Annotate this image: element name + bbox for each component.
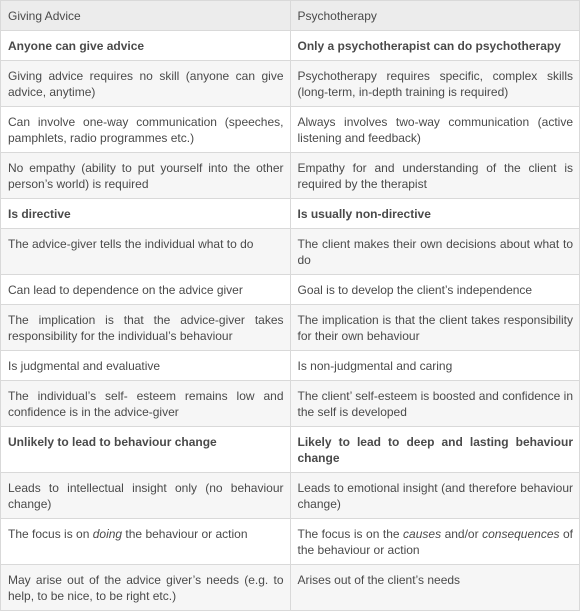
table-body	[1, 31, 580, 611]
table-row	[1, 305, 580, 351]
cell-psychotherapy: The client’ self-esteem is boosted and confidence in the self is developed	[290, 381, 580, 427]
cell-giving-advice: The individual’s self- esteem remains low and confidence is in the advice-giver	[1, 381, 291, 427]
cell-psychotherapy: Leads to emotional insight (and therefore behaviour change)	[290, 473, 580, 519]
cell-giving-advice: Is judgmental and evaluative	[1, 351, 291, 381]
table-row	[1, 427, 580, 473]
cell-psychotherapy: Psychotherapy requires specific, complex skills (long-term, in-depth training is required)	[290, 61, 580, 107]
table-row	[1, 31, 580, 61]
cell-giving-advice: Can lead to dependence on the advice giver	[1, 275, 291, 305]
table-row	[1, 351, 580, 381]
column-header-psychotherapy: Psychotherapy	[290, 1, 580, 31]
table-row	[1, 275, 580, 305]
cell-psychotherapy: The focus is on the causes and/or consequences of the behaviour or action	[290, 519, 580, 565]
cell-psychotherapy: The implication is that the client takes responsibility for their own behaviour	[290, 305, 580, 351]
table-header-row	[1, 1, 580, 31]
cell-giving-advice: Is directive	[1, 199, 291, 229]
cell-giving-advice: Can involve one-way communication (speeches, pamphlets, radio programmes etc.)	[1, 107, 291, 153]
cell-psychotherapy: Empathy for and understanding of the client is required by the therapist	[290, 153, 580, 199]
cell-psychotherapy: Goal is to develop the client’s independence	[290, 275, 580, 305]
table-row	[1, 107, 580, 153]
table-row	[1, 519, 580, 565]
cell-giving-advice: The focus is on doing the behaviour or action	[1, 519, 291, 565]
cell-psychotherapy: Always involves two-way communication (active listening and feedback)	[290, 107, 580, 153]
table-row	[1, 565, 580, 611]
table-row	[1, 153, 580, 199]
cell-giving-advice: Giving advice requires no skill (anyone can give advice, anytime)	[1, 61, 291, 107]
cell-giving-advice: The advice-giver tells the individual what to do	[1, 229, 291, 275]
cell-psychotherapy: Is usually non-directive	[290, 199, 580, 229]
table-row	[1, 229, 580, 275]
cell-giving-advice: The implication is that the advice-giver takes responsibility for the individual’s behaviour	[1, 305, 291, 351]
cell-giving-advice: Unlikely to lead to behaviour change	[1, 427, 291, 473]
table-row	[1, 199, 580, 229]
cell-psychotherapy: Is non-judgmental and caring	[290, 351, 580, 381]
cell-giving-advice: May arise out of the advice giver’s needs (e.g. to help, to be nice, to be right etc.)	[1, 565, 291, 611]
table-row	[1, 381, 580, 427]
table-row	[1, 61, 580, 107]
cell-psychotherapy: The client makes their own decisions about what to do	[290, 229, 580, 275]
cell-giving-advice: No empathy (ability to put yourself into the other person’s world) is required	[1, 153, 291, 199]
table-row	[1, 473, 580, 519]
column-header-giving-advice: Giving Advice	[1, 1, 291, 31]
cell-psychotherapy: Likely to lead to deep and lasting behaviour change	[290, 427, 580, 473]
cell-psychotherapy: Only a psychotherapist can do psychotherapy	[290, 31, 580, 61]
cell-giving-advice: Anyone can give advice	[1, 31, 291, 61]
cell-psychotherapy: Arises out of the client’s needs	[290, 565, 580, 611]
cell-giving-advice: Leads to intellectual insight only (no behaviour change)	[1, 473, 291, 519]
